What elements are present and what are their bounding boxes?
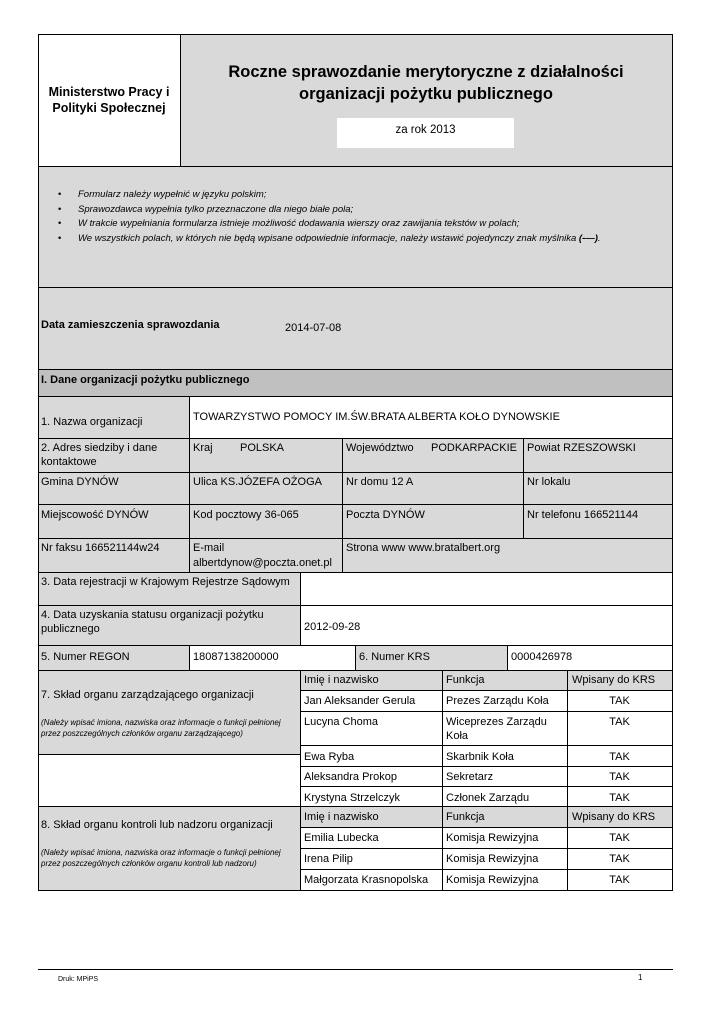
- board-row-name: Jan Aleksander Gerula: [304, 695, 416, 707]
- control-header-name: Imię i nazwisko: [304, 811, 379, 823]
- board-row-krs: TAK: [609, 695, 630, 707]
- table-row-line: [300, 711, 673, 712]
- table-row-line: [300, 745, 673, 746]
- control-row-function: Komisja Rewizyjna: [446, 832, 539, 844]
- table-bottom: [38, 890, 673, 891]
- table-row-line: [300, 766, 673, 767]
- col-line: [189, 645, 190, 670]
- table-row-line: [300, 827, 673, 828]
- gmina: Gmina DYNÓW: [41, 476, 119, 488]
- board-label-bottom: [38, 754, 300, 755]
- board-label-bg: [38, 670, 300, 754]
- col-line: [300, 670, 301, 890]
- note-text: We wszystkich polach, w których nie będą wpisane odpowiednie informacje, należy wstawić pojedynczy znak myślnika: [78, 232, 577, 244]
- row-line: [38, 538, 673, 539]
- board-row-name: Lucyna Choma: [304, 716, 378, 728]
- frame-top: [38, 34, 673, 35]
- col-line: [442, 670, 443, 890]
- table-row-line: [300, 690, 673, 691]
- footer-print: Druk: MPiPS: [58, 976, 99, 983]
- address-label: 2. Adres siedziby i dane kontaktowe: [41, 442, 158, 468]
- footer-rule: [38, 969, 673, 970]
- board-row-function: Prezes Zarządu Koła: [446, 695, 549, 707]
- date-value: 2014-07-08: [285, 322, 342, 334]
- board-row-name: Krystyna Strzelczyk: [304, 792, 400, 804]
- nr-domu: Nr domu 12 A: [346, 476, 414, 488]
- header-bottom: [38, 166, 673, 167]
- control-row-name: Małgorzata Krasnopolska: [304, 874, 429, 886]
- board-row-krs: TAK: [609, 792, 630, 804]
- section1-title: I. Dane organizacji pożytku publicznego: [41, 374, 250, 386]
- col-line: [507, 645, 508, 670]
- header-divider: [180, 34, 181, 166]
- control-row-name: Emilia Lubecka: [304, 832, 379, 844]
- kod-pocztowy: Kod pocztowy 36-065: [193, 509, 299, 521]
- table-row-line: [300, 786, 673, 787]
- page-title: Roczne sprawozdanie merytoryczne z działalności organizacji pożytku publicznego: [228, 63, 624, 103]
- status-label: 4. Data uzyskania statusu organizacji pożytku publicznego: [41, 609, 264, 635]
- col-line: [523, 438, 524, 538]
- kraj-value: POLSKA: [240, 442, 285, 454]
- row-line: [38, 670, 673, 671]
- miejscowosc: Miejscowość DYNÓW: [41, 509, 149, 521]
- board-row-krs: TAK: [609, 716, 630, 728]
- board-row-function: Wiceprezes Zarządu Koła: [446, 716, 547, 742]
- board-row-name: Ewa Ryba: [304, 751, 355, 763]
- control-note: (Należy wpisać imiona, nazwiska oraz informacje o funkcji pełnionej przez poszczególnych członków organu kontroli lub nadzoru): [41, 848, 281, 868]
- poczta: Poczta DYNÓW: [346, 509, 425, 521]
- year-label: za rok 2013: [395, 124, 456, 136]
- col-line: [342, 438, 343, 572]
- ministry-name: Ministerstwo Pracy i Polityki Społecznej: [48, 85, 170, 115]
- krs-reg-label: 3. Data rejestracji w Krajowym Rejestrze Sądowym: [41, 576, 290, 588]
- kraj-label: Kraj: [193, 442, 213, 454]
- date-bottom: [38, 369, 673, 370]
- table-row-line: [38, 806, 673, 807]
- note-dash: (-—): [578, 232, 598, 244]
- faks: Nr faksu 166521144w24: [41, 542, 160, 554]
- board-row-function: Członek Zarządu: [446, 792, 530, 804]
- col-line: [189, 396, 190, 572]
- board-header-krs: Wpisany do KRS: [572, 674, 656, 686]
- woj-value: PODKARPACKIE: [431, 442, 517, 454]
- note-item: • We wszystkich polach, w których nie będą wpisane odpowiednie informacje, należy wstawić pojedynczy znak myślnika (-—).: [58, 232, 601, 247]
- control-row-krs: TAK: [609, 853, 630, 865]
- table-row-line: [300, 848, 673, 849]
- date-label: Data zamieszczenia sprawozdania: [41, 319, 220, 331]
- row-line: [38, 472, 673, 473]
- board-row-name: Aleksandra Prokop: [304, 771, 397, 783]
- name-value: TOWARZYSTWO POMOCY IM.ŚW.BRATA ALBERTA KOŁO DYNOWSKIE: [193, 411, 560, 423]
- control-header-function: Funkcja: [446, 811, 485, 823]
- name-label: 1. Nazwa organizacji: [41, 416, 143, 428]
- email-value: albertdynow@poczta.onet.pl: [193, 557, 332, 569]
- row-line: [38, 438, 673, 439]
- board-note: (Należy wpisać imiona, nazwiska oraz informacje o funkcji pełnionej przez poszczególnych członków organu zarządzającego): [41, 718, 281, 738]
- powiat: Powiat RZESZOWSKI: [527, 442, 636, 454]
- board-row-function: Skarbnik Koła: [446, 751, 514, 763]
- regon-value: 18087138200000: [193, 651, 279, 663]
- frame-right: [672, 34, 673, 890]
- col-line: [300, 572, 301, 645]
- status-value: 2012-09-28: [304, 621, 361, 633]
- control-row-krs: TAK: [609, 874, 630, 886]
- telefon: Nr telefonu 166521144: [527, 509, 639, 521]
- control-row-name: Irena Pilip: [304, 853, 353, 865]
- note-item: • Sprawozdawca wypełnia tylko przeznaczone dla niego białe pola;: [58, 203, 601, 218]
- regon-label: 5. Numer REGON: [41, 651, 130, 663]
- board-row-function: Sekretarz: [446, 771, 494, 783]
- row-line: [38, 504, 673, 505]
- board-row-krs: TAK: [609, 771, 630, 783]
- section1-title-bottom: [38, 396, 673, 397]
- note-item: • W trakcie wypełniania formularza istnieje możliwość dodawania wierszy oraz zawijania tekstów w polach;: [58, 217, 601, 232]
- note-item: • Formularz należy wypełnić w języku polskim;: [58, 188, 601, 203]
- ulica: Ulica KS.JÓZEFA OŻOGA: [193, 476, 322, 488]
- control-header-krs: Wpisany do KRS: [572, 811, 656, 823]
- woj-label: Województwo: [346, 442, 414, 454]
- table-row-line: [300, 869, 673, 870]
- control-row-krs: TAK: [609, 832, 630, 844]
- board-label: 7. Skład organu zarządzającego organizacji: [41, 689, 254, 701]
- nr-lokalu: Nr lokalu: [527, 476, 571, 488]
- control-label: 8. Skład organu kontroli lub nadzoru organizacji: [41, 819, 273, 831]
- notes-list: [58, 188, 601, 246]
- row-line: [38, 572, 673, 573]
- board-header-function: Funkcja: [446, 674, 485, 686]
- control-row-function: Komisja Rewizyjna: [446, 853, 539, 865]
- email-label: E-mail: [193, 542, 225, 554]
- row-line: [38, 605, 673, 606]
- col-line: [355, 645, 356, 670]
- www: Strona www www.bratalbert.org: [346, 542, 501, 554]
- frame-left: [38, 34, 39, 890]
- control-row-function: Komisja Rewizyjna: [446, 874, 539, 886]
- krs-label: 6. Numer KRS: [359, 651, 430, 663]
- board-header-name: Imię i nazwisko: [304, 674, 379, 686]
- page-number: 1: [638, 973, 643, 982]
- board-row-krs: TAK: [609, 751, 630, 763]
- notes-bottom: [38, 287, 673, 288]
- krs-value: 0000426978: [511, 651, 573, 663]
